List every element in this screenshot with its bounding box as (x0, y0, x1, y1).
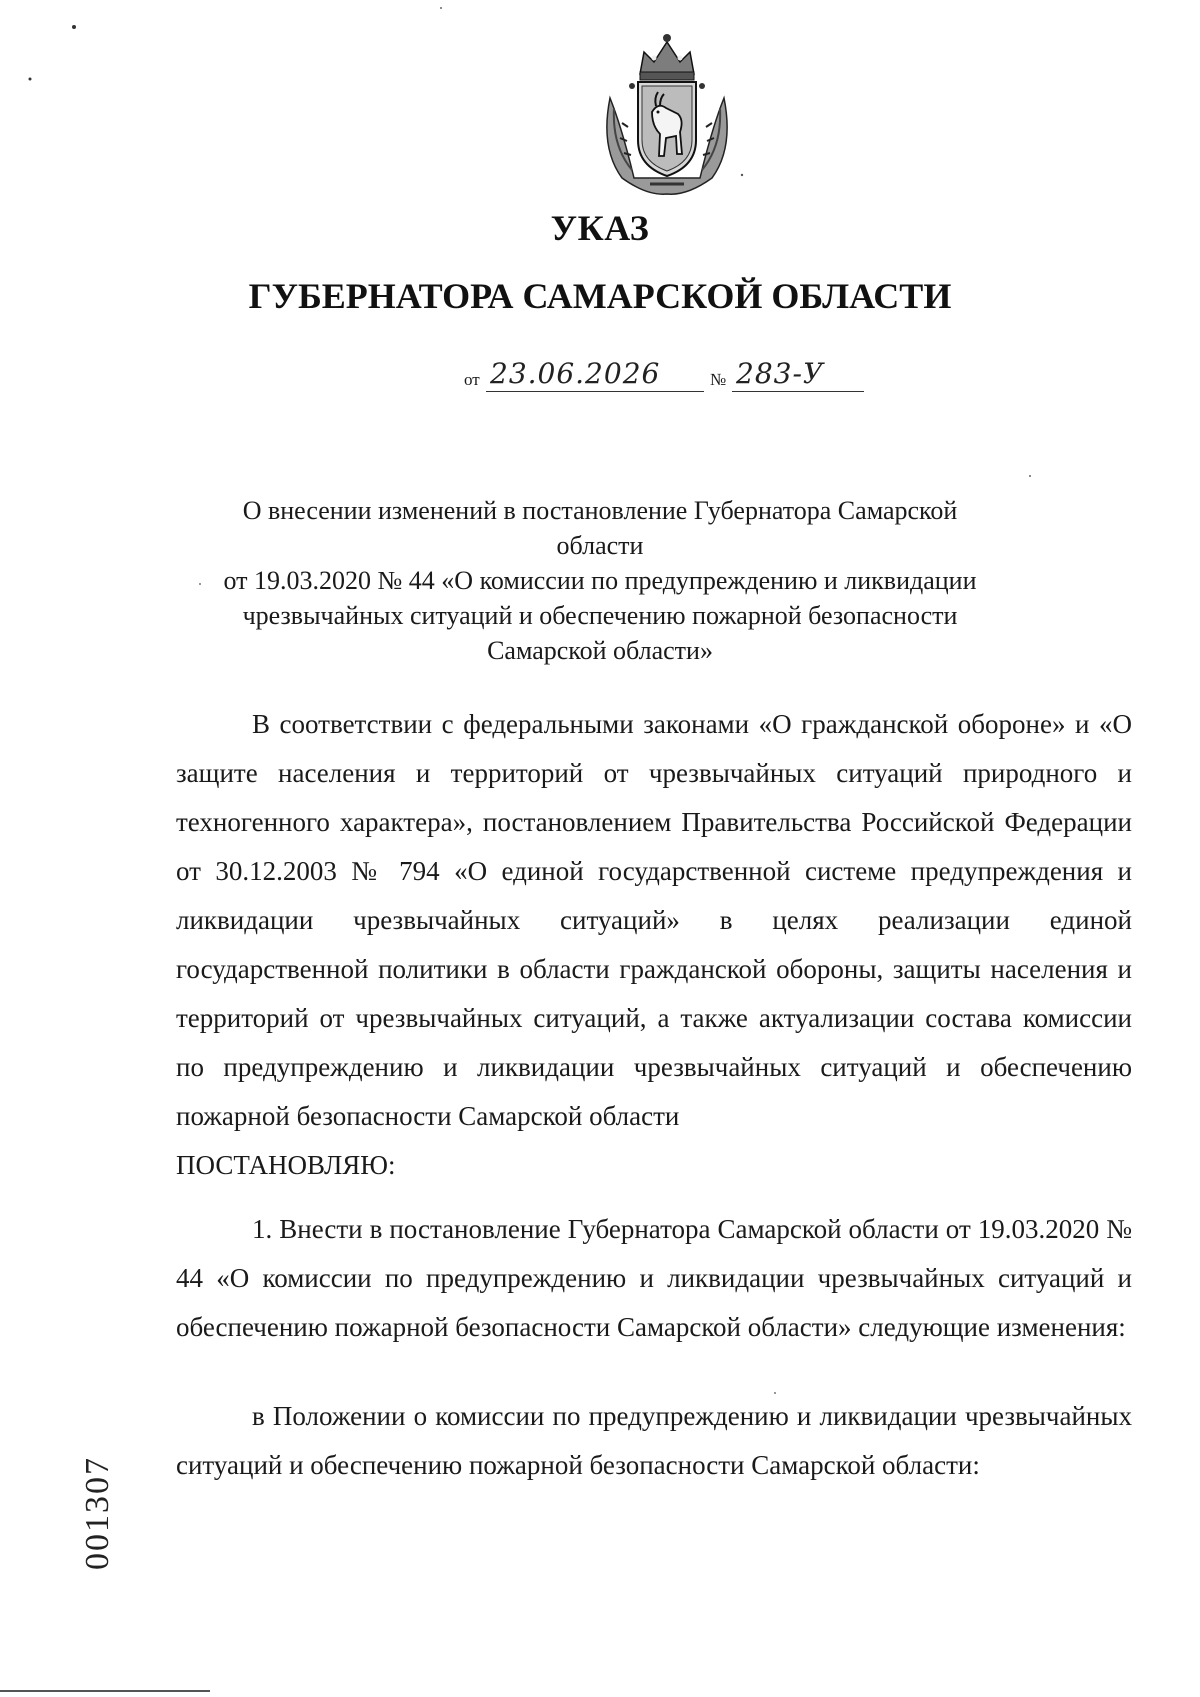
handwritten-date: 23.06.2026 (490, 357, 661, 390)
issuer-title: ГУБЕРНАТОРА САМАРСКОЙ ОБЛАСТИ (248, 276, 952, 316)
number-underline (732, 391, 864, 392)
item-1-sub-paragraph: в Положении о комиссии по предупреждению и ликвидации чрезвычайных ситуаций и обеспечению пожарной безопасности Самарской области: (176, 1401, 1132, 1480)
document-type-title: УКАЗ (550, 208, 650, 248)
margin-serial-number: 001307 (79, 1456, 116, 1570)
subject-line: от 19.03.2020 № 44 «О комиссии по предупреждению и ликвидации (223, 566, 977, 595)
decree-word: ПОСТАНОВЛЯЮ: (176, 1150, 396, 1180)
item-1-paragraph: 1. Внести в постановление Губернатора Самарской области от 19.03.2020 № 44 «О комиссии по предупреждению и ликвидации чрезвычайных ситуаций и обеспечению пожарной безопасности Самарской области» следующие изменения: (176, 1214, 1132, 1342)
coat-of-arms-icon (592, 28, 742, 200)
number-prefix: № (710, 370, 727, 389)
subject-line: О внесении изменений в постановление Губернатора Самарской области (242, 496, 958, 560)
date-underline (486, 391, 704, 392)
document-subject (200, 493, 1000, 668)
subject-line: Самарской области» (487, 636, 713, 665)
page-edge-line (0, 1690, 210, 1692)
date-prefix: от (464, 370, 480, 389)
subject-line: чрезвычайных ситуаций и обеспечению пожарной безопасности (242, 601, 958, 630)
item-1-block (176, 1205, 1132, 1352)
item-1-sub-block (176, 1392, 1132, 1490)
handwritten-number: 283-У (736, 357, 825, 390)
preamble-paragraph: В соответствии с федеральными законами «О гражданской обороне» и «О защите населения и территорий от чрезвычайных ситуаций природного и техногенного характера», постановлением Правительства Российской Федерации от 30.12.2003 № 794 «О единой государственной системе предупреждения и ликвидации чрезвычайных ситуаций» в целях реализации единой государственной политики в области гражданской обороны, защиты населения и территорий от чрезвычайных ситуаций, а также актуализации состава комиссии по предупреждению и ликвидации чрезвычайных ситуаций и обеспечению пожарной безопасности Самарской области (176, 709, 1132, 1131)
date-number-line (464, 356, 864, 396)
preamble-block (176, 700, 1132, 1190)
